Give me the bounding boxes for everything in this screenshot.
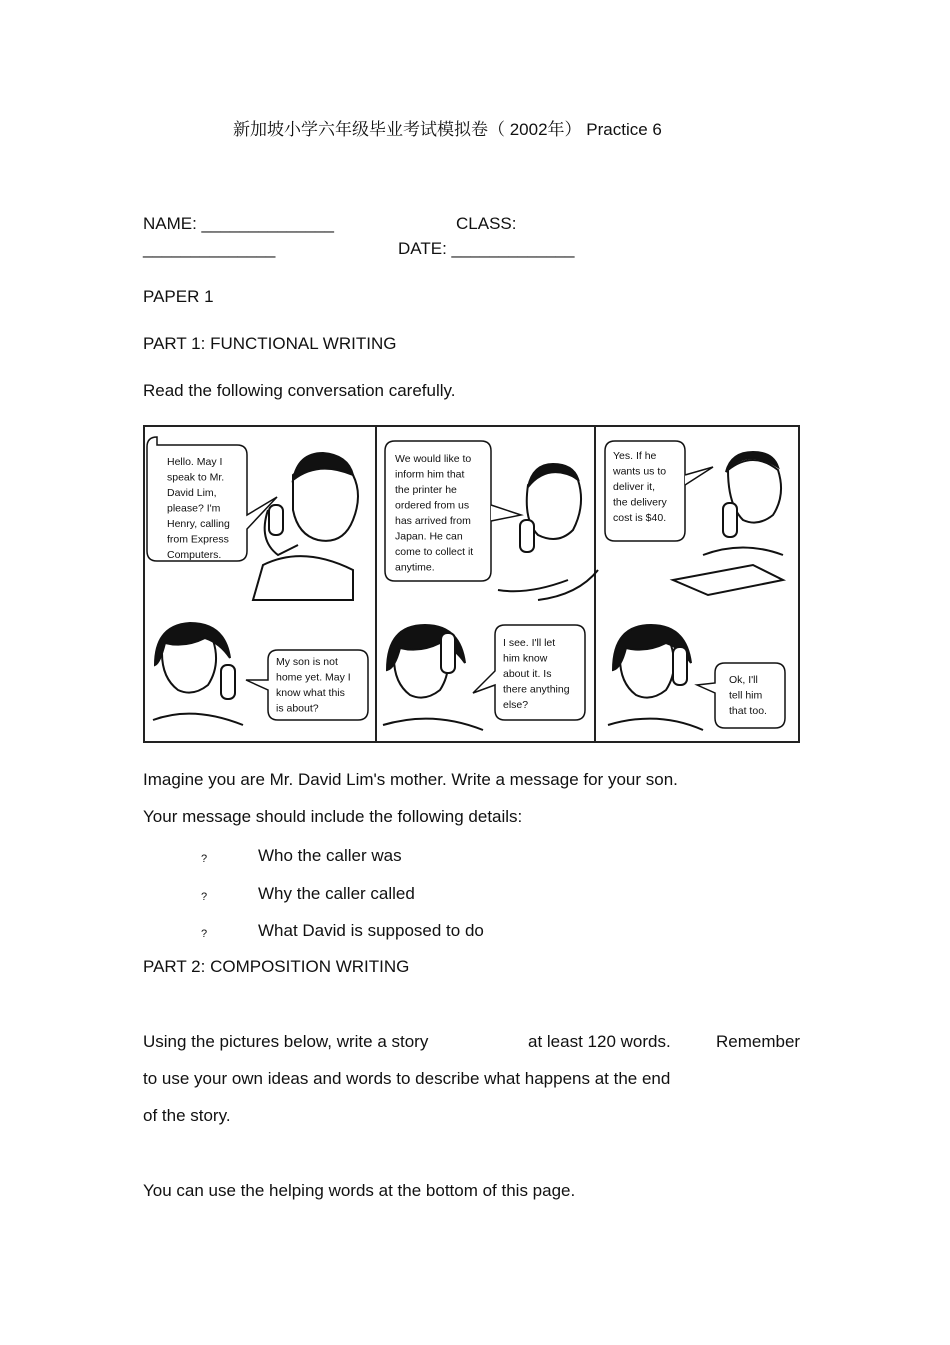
bubble-line: about it. Is [503,668,552,680]
part2-text: to use your own ideas and words to describe what happens at the end [143,1069,671,1088]
bubble-line: Yes. If he [613,450,657,462]
task-instruction: Imagine you are Mr. David Lim's mother. Write a message for your son. [143,770,678,789]
part2-text: of the story. [143,1106,231,1125]
bubble-line: home yet. May I [276,671,351,684]
part2-text: Remember [716,1032,801,1051]
bubble-line: know what this [276,687,345,699]
bubble-line: him know [503,652,548,665]
bubble-line: Computers. [167,549,222,561]
bullet-item: What David is supposed to do [258,921,484,940]
bubble-line: please? I'm [167,502,221,515]
part2-heading: PART 2: COMPOSITION WRITING [143,957,410,976]
bubble-line: anytime. [395,561,435,574]
bubble-line: My son is not [276,656,338,668]
bubble-line: wants us to [613,465,667,478]
bubble-line: is about? [276,702,319,715]
task-details-intro: Your message should include the following details: [143,807,523,826]
conversation-comic [143,425,800,743]
class-field-label: CLASS: [456,214,517,233]
bubble-line: come to collect it [395,546,474,558]
bubble-line: that too. [729,705,767,717]
bullet-mark: ? [201,928,208,940]
bubble-line: I see. I'll let [503,637,556,649]
bubble-line: Henry, calling [167,518,230,530]
bubble-line: We would like to [395,453,472,465]
bubble-line: Ok, I'll [729,674,758,686]
part2-text: Using the pictures below, write a story [143,1032,429,1051]
part2-text: at least 120 words. [528,1032,671,1051]
date-field-label: DATE: _____________ [398,239,575,258]
bullet-mark: ? [201,853,208,865]
name-field-label: NAME: ______________ [143,214,334,233]
bubble-line: deliver it, [613,481,656,493]
bubble-line: Hello. May I [167,456,223,468]
part1-instruction: Read the following conversation carefully. [143,381,456,400]
class-field-blank: ______________ [143,239,276,258]
bubble-line: inform him that [395,468,465,481]
bubble-line: David Lim, [167,487,217,499]
bubble-line: the printer he [395,484,457,496]
bubble-line: Japan. He can [395,530,463,543]
bubble-line: has arrived from [395,515,471,527]
bullet-mark: ? [201,891,208,903]
part2-text: You can use the helping words at the bottom of this page. [143,1181,576,1200]
bubble-line: else? [503,699,529,711]
page-title: 新加坡小学六年级毕业考试模拟卷（ 2002年） Practice 6 [233,120,662,139]
bubble-line: from Express [167,533,229,546]
bubble-line: ordered from us [395,499,470,512]
paper-label: PAPER 1 [143,287,214,306]
bubble-line: cost is $40. [613,512,667,524]
bubble-line: the delivery [613,496,667,509]
part1-heading: PART 1: FUNCTIONAL WRITING [143,334,397,353]
bubble-line: tell him [729,689,763,702]
bullet-item: Who the caller was [258,846,402,865]
bullet-item: Why the caller called [258,884,415,903]
bubble-line: there anything [503,683,570,696]
bubble-line: speak to Mr. [167,471,225,484]
